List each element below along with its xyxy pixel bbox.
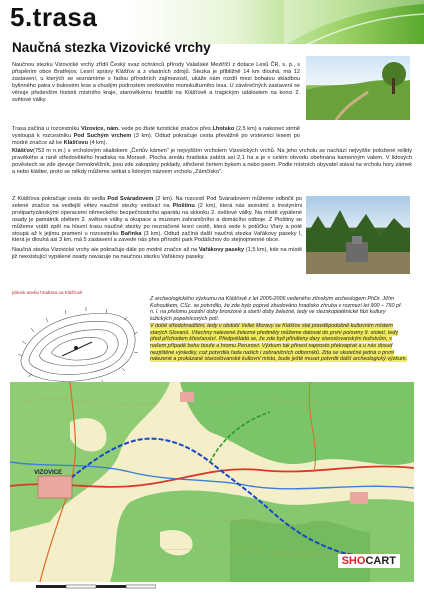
page-title: Naučná stezka Vizovické vrchy [12, 40, 211, 55]
intro-text: Naučnou stezku Vizovické vrchy zřídil Český svaz ochránců přírody Valašské Meziříčí z dotace Lesů ČR, s. p., s přispěním obce Bratřejov, Lesní správy Klášťov a z vlastních zdrojů. Stezka je přibližně 14 km dlouhá, má 12 zastavení, u kterých se seznámíme s řadou přírodních zajímavostí, ukáže nám rozdíl mezi bohatou skladbou bylinného patra v bukovém lese a chudým podrostem smrkového monokulturního lesa. U závěrečných zastavení se věnuje především historii místního kraje, starověkému hradišti na Klášťově a tragickým událostem na konci 2. světové války. [12, 62, 300, 103]
route-number-title: 5.trasa [10, 2, 98, 32]
landscape-photo [306, 56, 410, 120]
paragraph-klastov: Klášťov(753 m n.m.) s vrcholovým skaliskem „Čertův kámen" je nejvyšším vrcholem Vizovických vrchů. Na jeho vrcholu se nachází nejvyšše položené relikty pravěkého a raně středověkého hradiska na Moravě. Plocha areálu hradiska zabírá asi 2,1 ha a je v celém obvodu obehnána kamenným valem. V lidových pověstech se zde zjevuje černokněžník, jsou zde zakopány poklady, střežené čertem bykem a nebo psem. Podle místních obyvatel stával na vrcholu hory zámek a nebo klášter, proto se někdy můžeme setkat s lidovým názvem vrcholu „Zámčisko". [12, 148, 412, 175]
memorial-photo [306, 196, 410, 274]
body-text-lower [12, 196, 302, 264]
hillfort-plan [12, 296, 144, 392]
shocart-logo: SHOCART [338, 554, 400, 568]
archaeology-note-part2: V době středohradištní, tedy v období Velké Moravy se Klášťov stal pravděpodobně kultovním místem starých Slovanů. Všechny nalezené železné předměty můžeme datovat do první poloviny 9. století, tedy před příchodem křesťanství. Předpokládá se, že zde byli přináleny dary staroslovanským božstvům, v našem případě bohu bouře a hromu Perunovi. Výzkum tak přinesl naprosto překvapivé a u nás dosud nezjištěné výsledky, což potvrdila řada našich i zahraničních odborníků. Zda se skutečně jedná o první nalezené a prokázané staroslovanské kultovní místo, bude ještě muset potvrdit další archeologický výzkum. [150, 322, 408, 363]
map-scale-bar [36, 584, 156, 589]
trail-map[interactable] [10, 382, 414, 582]
archaeology-note-part1: Z archeologického výzkumu na Klášťově z let 2005-2006 vedeného zlínským archeologem PhDr. Jiřím Kohoutkem, CSc. se potvrdilo, že zde bylo poprvé zbudováno hradisko zhruba v rozmezí let 900 – 750 př. n. l. na přelomu pozdní doby bronzové a starší doby železné, tedy ve slezskoplatěnické fázi kultury lužických popelnicových polí. [150, 296, 403, 323]
intro-paragraph [12, 62, 300, 106]
body-text [12, 126, 300, 150]
map-place-label: VIZOVICE [34, 470, 63, 476]
header-swoosh [284, 0, 424, 46]
archaeology-note [150, 296, 408, 363]
body-text-wide [12, 148, 412, 179]
paragraph-varakovy: Naučná stezka Vizovické vrchy ale pokračuje dále po modré značce až na Vařákovy paseky (1,5 km), kde na místě již neexistující vypálené osady navazuje na naučnou stezku Vařákovy paseky. [12, 247, 302, 261]
paragraph-route-start: Trasa začíná u rozcestníku Vizovice, nám. vede po žluté turistické značce přes Lhotsko (2,5 km) a nakonec strmě vystoupá k rozcestníku Pod Suchým vrchem (3 km). Odtud pokračuje cesta převážně po vrstevnici lesem po modré značce až ke Klášťovu (4 km). [12, 126, 300, 146]
scheme-caption: plánek areálu hradiska na Klášťově [12, 290, 83, 295]
paragraph-svaradov: Z Klášťova pokračuje cesta do sedla Pod Sváradovem (2 km). Na rozcestí Pod Sváradovem můžeme odbočit po zelené značce na vedlejší větev naučné stezky vedoucí na Ploštinu (2 km), která nás seznámí s trestyními protipartyzánskými operacemi německého bezpečnostního aparátu na sklonku 2. světové války. Na místě vypálené osady je památník obětem 2. světové války a okupace a muzeum zahraničního a domácího odboje. Z Ploštiny se můžeme vrátit zpět na hlavní trasu naučné stezky po neznačené lesní cestě, která vede k potůčku Vlary a poté stoupá až k jejímu pramení u rozcestníku Bařinka (3 km). Odtud začíná další naučná stezka Vařákovy paseky I, která je dlouhá asi 3 km, má 5 zastavení a zavede nás přes přírodní park Podášchov do stejnojmenné obce. [12, 196, 302, 244]
